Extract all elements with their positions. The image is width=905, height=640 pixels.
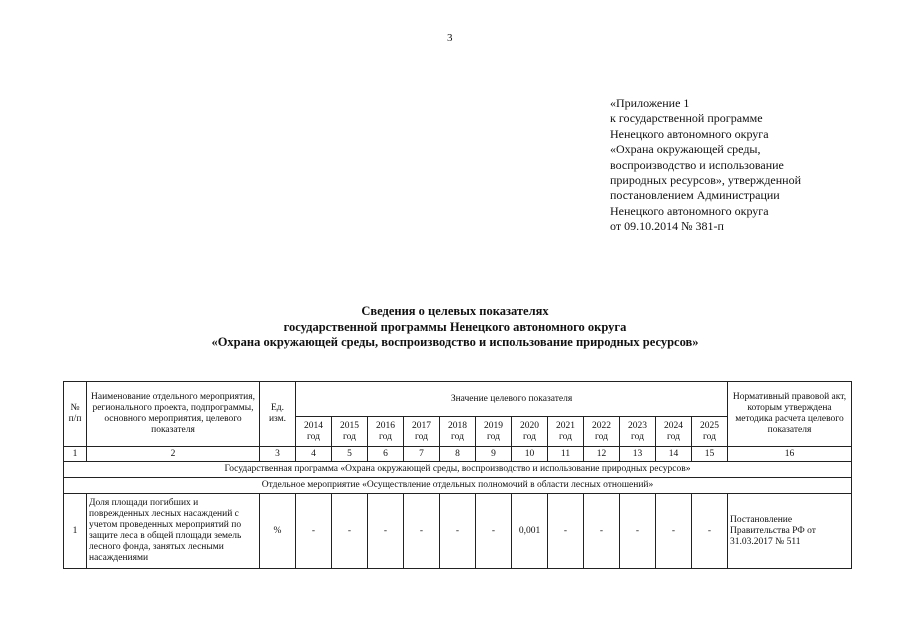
header-year: 2016 год — [368, 417, 404, 447]
column-number: 8 — [440, 447, 476, 462]
document-title — [60, 304, 850, 351]
measure-row — [64, 478, 852, 494]
column-number: 10 — [512, 447, 548, 462]
measure-row-label: Отдельное мероприятие «Осуществление отдельных полномочий в области лесных отношений» — [64, 478, 852, 494]
appendix-line: «Приложение 1 — [610, 96, 690, 110]
column-number: 14 — [656, 447, 692, 462]
header-year: 2014 год — [296, 417, 332, 447]
header-act: Нормативный правовой акт, которым утверждена методика расчета целевого показателя — [728, 382, 852, 447]
header-year: 2025 год — [692, 417, 728, 447]
column-number: 3 — [260, 447, 296, 462]
header-year: 2023 год — [620, 417, 656, 447]
row-legal-act: Постановление Правительства РФ от 31.03.2017 № 511 — [728, 494, 852, 569]
header-year: 2019 год — [476, 417, 512, 447]
column-number: 15 — [692, 447, 728, 462]
row-value: - — [368, 494, 404, 569]
row-value: 0,001 — [512, 494, 548, 569]
column-number: 9 — [476, 447, 512, 462]
column-number: 6 — [368, 447, 404, 462]
appendix-line: «Охрана окружающей среды, — [610, 142, 761, 157]
header-year: 2021 год — [548, 417, 584, 447]
column-number: 2 — [87, 447, 260, 462]
column-number: 5 — [332, 447, 368, 462]
header-values-group: Значение целевого показателя — [296, 382, 728, 417]
column-numbers-row — [64, 447, 852, 462]
header-year: 2017 год — [404, 417, 440, 447]
appendix-line: Ненецкого автономного округа — [610, 126, 769, 141]
row-value: - — [296, 494, 332, 569]
appendix-line: природных ресурсов», утвержденной — [610, 173, 802, 188]
header-year: 2015 год — [332, 417, 368, 447]
header-row — [64, 382, 852, 417]
appendix-line: к государственной программе — [610, 111, 763, 126]
column-number: 16 — [728, 447, 852, 462]
row-value: - — [332, 494, 368, 569]
row-unit: % — [260, 494, 296, 569]
column-number: 1 — [64, 447, 87, 462]
appendix-note — [610, 96, 870, 235]
appendix-line: воспроизводство и использование — [610, 157, 784, 172]
column-number: 7 — [404, 447, 440, 462]
header-num: № п/п — [64, 382, 87, 447]
appendix-line: постановлением Администрации — [610, 188, 780, 203]
appendix-line: от 09.10.2014 № 381-п — [610, 219, 724, 234]
row-value: - — [440, 494, 476, 569]
row-value: - — [584, 494, 620, 569]
header-unit: Ед. изм. — [260, 382, 296, 447]
row-value: - — [404, 494, 440, 569]
row-num: 1 — [64, 494, 87, 569]
row-value: - — [692, 494, 728, 569]
header-year: 2020 год — [512, 417, 548, 447]
row-value: - — [656, 494, 692, 569]
row-value: - — [620, 494, 656, 569]
appendix-line: Ненецкого автономного округа — [610, 203, 769, 218]
row-value: - — [548, 494, 584, 569]
title-line: Сведения о целевых показателях — [361, 304, 549, 318]
row-value: - — [476, 494, 512, 569]
column-number: 4 — [296, 447, 332, 462]
page-number: 3 — [447, 32, 453, 44]
column-number: 12 — [584, 447, 620, 462]
program-row-label: Государственная программа «Охрана окружающей среды, воспроизводство и использование природных ресурсов» — [64, 462, 852, 478]
header-name: Наименование отдельного мероприятия, регионального проекта, подпрограммы, основного мероприятия, целевого показателя — [87, 382, 260, 447]
program-row — [64, 462, 852, 478]
row-indicator-name: Доля площади погибших и поврежденных лесных насаждений с учетом проведенных мероприятий по защите леса в общей площади земель лесного фонда, занятых лесными насаждениями — [87, 494, 260, 569]
header-year: 2018 год — [440, 417, 476, 447]
column-number: 13 — [620, 447, 656, 462]
indicators-table — [63, 381, 852, 569]
table-row — [64, 494, 852, 569]
column-number: 11 — [548, 447, 584, 462]
title-line: «Охрана окружающей среды, воспроизводство и использование природных ресурсов» — [211, 335, 699, 349]
header-year: 2024 год — [656, 417, 692, 447]
header-year: 2022 год — [584, 417, 620, 447]
title-line: государственной программы Ненецкого автономного округа — [283, 319, 627, 334]
